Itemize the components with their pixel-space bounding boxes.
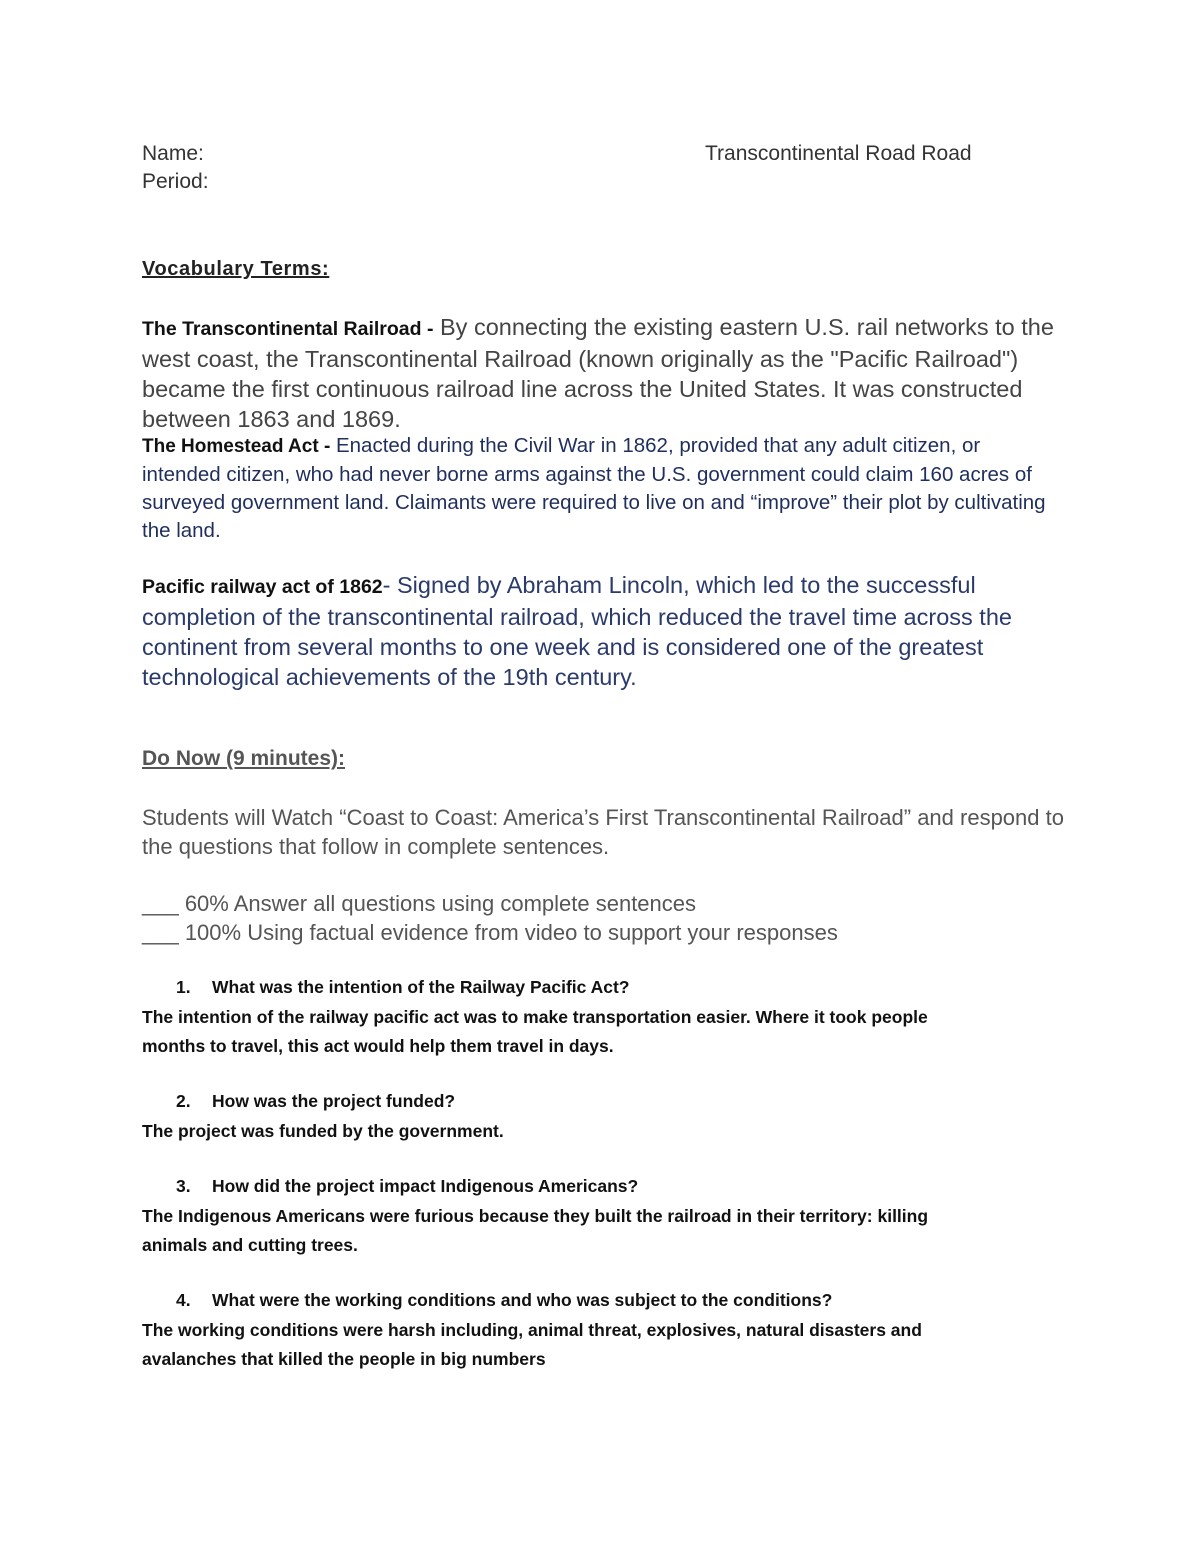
do-now-heading: Do Now (9 minutes): [142, 747, 345, 770]
question-number: 1. [176, 977, 191, 997]
question-number: 2. [176, 1091, 191, 1111]
period-label: Period: [142, 170, 209, 193]
vocabulary-heading: Vocabulary Terms: [142, 258, 330, 280]
answer-line: The project was funded by the government. [142, 1121, 504, 1141]
vocab-term-transcontinental-railroad [142, 312, 1067, 434]
document-title: Transcontinental Road Road [705, 142, 972, 165]
term-definition: Enacted during the Civil War in 1862, provided that any adult citizen, or intended citizen, who had never borne arms against the U.S. government could claim 160 acres of surveyed government land. Claimants were required to live on and “improve” their plot by cultivating the land. [142, 434, 1046, 542]
term-definition: By connecting the existing eastern U.S. rail networks to the west coast, the Transcontinental Railroad (known originally as the "Pacific Railroad") became the first continuous railroad line across the United States. It was constructed between 1863 and 1869. [142, 314, 1054, 432]
term-title: The Transcontinental Railroad - [142, 318, 434, 340]
answer-line: animals and cutting trees. [142, 1235, 358, 1255]
answer-line: The Indigenous Americans were furious because they built the railroad in their territory: killing [142, 1206, 929, 1226]
question-number: 3. [176, 1176, 191, 1196]
term-definition: - Signed by Abraham Lincoln, which led to the successful completion of the transcontinental railroad, which reduced the travel time across the continent from several months to one week and is considered one of the greatest technological achievements of the 19th century. [142, 572, 1012, 690]
name-label: Name: [142, 142, 204, 165]
vocab-term-pacific-railway-act [142, 570, 1067, 692]
question-text: What were the working conditions and who was subject to the conditions? [212, 1290, 833, 1310]
answer-line: avalanches that killed the people in big numbers [142, 1349, 546, 1369]
term-title: Pacific railway act of 1862 [142, 576, 383, 598]
answer-line: The working conditions were harsh including, animal threat, explosives, natural disasters and [142, 1320, 922, 1340]
answer-line: The intention of the railway pacific act was to make transportation easier. Where it took people [142, 1007, 928, 1027]
question-number: 4. [176, 1290, 191, 1310]
answer-line: months to travel, this act would help them travel in days. [142, 1036, 614, 1056]
question-text: What was the intention of the Railway Pacific Act? [212, 977, 630, 997]
rubric-item: ___ 60% Answer all questions using complete sentences [142, 891, 697, 916]
question-text: How did the project impact Indigenous Americans? [212, 1176, 639, 1196]
vocab-term-homestead-act [142, 432, 1062, 545]
rubric-item: ___ 100% Using factual evidence from video to support your responses [142, 920, 838, 945]
term-title: The Homestead Act - [142, 436, 331, 457]
question-text: How was the project funded? [212, 1091, 456, 1111]
do-now-instructions: Students will Watch “Coast to Coast: America’s First Transcontinental Railroad” and respond to the questions that follow in complete sentences. [142, 805, 1064, 859]
